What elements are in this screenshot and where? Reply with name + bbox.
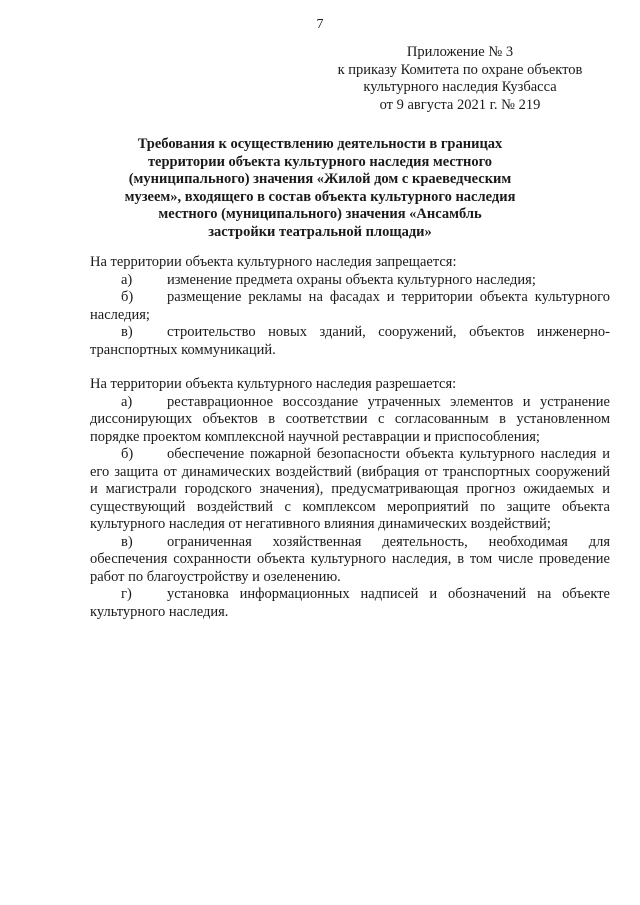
title-line: местного (муниципального) значения «Ансамбль <box>158 206 482 222</box>
document-title <box>100 136 540 241</box>
permitted-section <box>90 376 610 621</box>
item-letter: а) <box>121 393 133 410</box>
title-line: территории объекта культурного наследия местного <box>147 153 493 170</box>
list-item <box>90 272 610 290</box>
item-text: размещение рекламы на фасадах и территории объекта культурного наследия; <box>90 289 610 323</box>
item-letter: а) <box>121 271 133 288</box>
list-item <box>90 534 610 587</box>
prohibited-section <box>90 254 610 359</box>
appendix-header <box>300 44 620 114</box>
item-text: ограниченная хозяйственная деятельность, необходимая для обеспечения сохранности объекта культурного наследия, в том числе проведение работ по благоустройству и озеленению. <box>90 533 610 585</box>
item-letter: в) <box>121 324 133 340</box>
title-line: застройки театральной площади» <box>208 223 432 240</box>
list-item <box>90 586 610 621</box>
prohibited-intro: На территории объекта культурного наследия запрещается: <box>90 254 457 270</box>
list-item <box>90 446 610 534</box>
item-letter: г) <box>121 586 132 602</box>
list-item <box>90 289 610 324</box>
permitted-intro: На территории объекта культурного наследия разрешается: <box>90 376 457 392</box>
item-letter: б) <box>121 446 134 462</box>
appendix-line: культурного наследия Кузбасса <box>363 79 557 95</box>
list-item <box>90 324 610 359</box>
title-line: Требования к осуществлению деятельности в границах <box>137 136 503 152</box>
item-text: реставрационное воссоздание утраченных элементов и устранение диссонирующих объектов в соответствии с согласованным в установленном порядке проектом комплексной научной реставрации и приспособления; <box>90 393 610 445</box>
page-number: 7 <box>316 17 324 32</box>
title-line: (муниципального) значения «Жилой дом с краеведческим <box>128 171 512 187</box>
appendix-line: от 9 августа 2021 г. № 219 <box>379 96 541 113</box>
item-letter: в) <box>121 533 133 550</box>
list-item <box>90 394 610 447</box>
item-text: строительство новых зданий, сооружений, объектов инженерно-транспортных коммуникаций. <box>90 324 610 358</box>
item-text: установка информационных надписей и обозначений на объекте культурного наследия. <box>90 586 610 620</box>
item-text: изменение предмета охраны объекта культурного наследия; <box>167 271 536 288</box>
title-line: музеем», входящего в состав объекта культурного наследия <box>124 188 516 205</box>
item-text: обеспечение пожарной безопасности объекта культурного наследия и его защита от динамических воздействий (вибрация от транспортных сооружений и магистрали городского значения), предусматривающая прогноз ожидаемых и существующий воздействий с комплексом мероприятий по защите объекта культурного наследия от негативного влияния динамических воздействий; <box>90 446 610 532</box>
item-letter: б) <box>121 289 134 305</box>
appendix-line: Приложение № 3 <box>406 44 514 60</box>
appendix-line: к приказу Комитета по охране объектов <box>337 61 583 78</box>
